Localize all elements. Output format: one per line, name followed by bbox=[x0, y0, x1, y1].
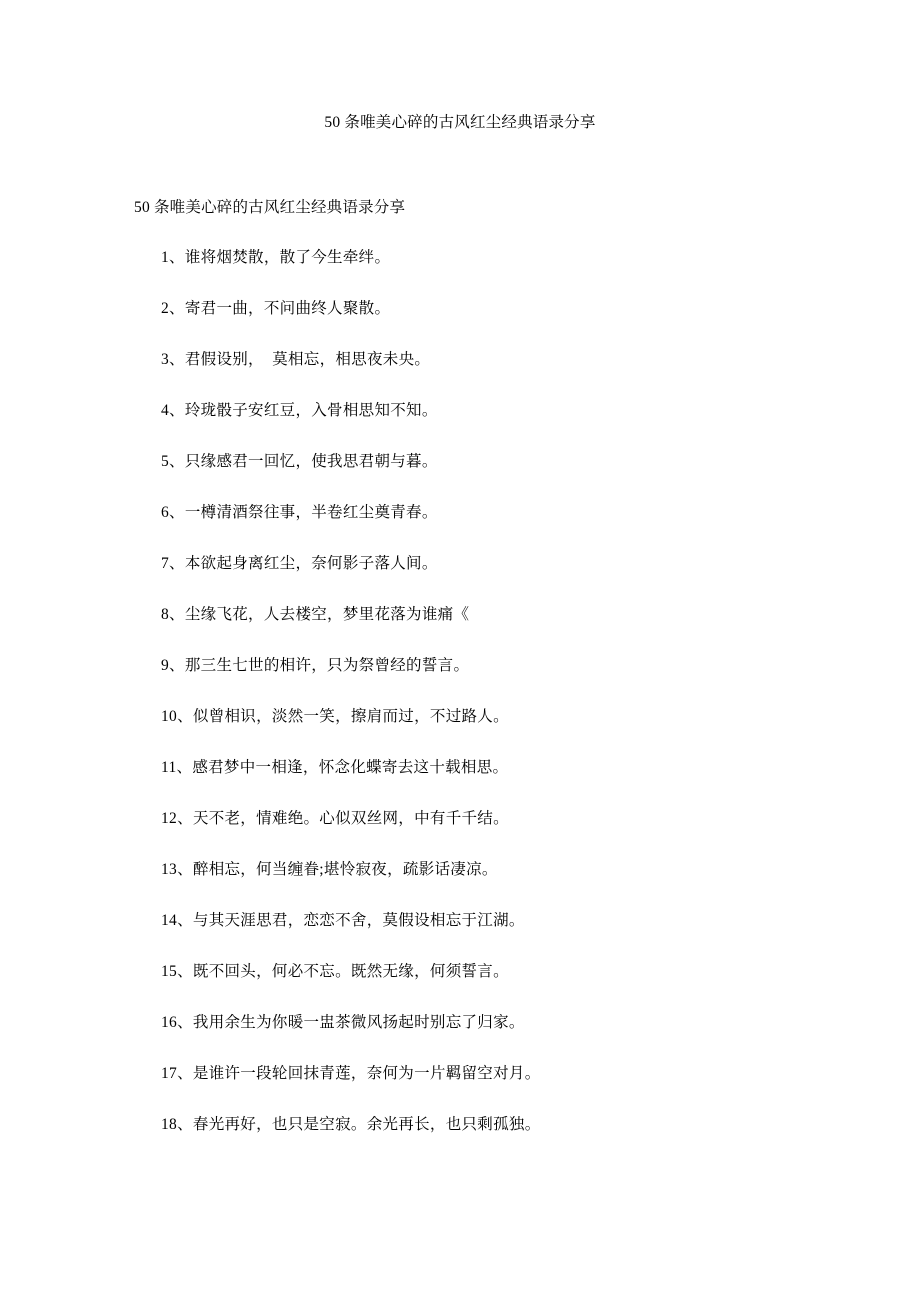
list-item: 9、那三生七世的相许，只为祭曾经的誓言。 bbox=[161, 657, 470, 674]
list-item: 12、天不老，情难绝。心似双丝网，中有千千结。 bbox=[161, 810, 509, 827]
list-item: 8、尘缘飞花，人去楼空，梦里花落为谁痛《 bbox=[161, 606, 470, 623]
list-item: 4、玲珑骰子安红豆，入骨相思知不知。 bbox=[161, 402, 438, 419]
list-item: 2、寄君一曲，不问曲终人聚散。 bbox=[161, 300, 391, 317]
quote-list bbox=[134, 246, 834, 1137]
list-item: 6、一樽清酒祭往事，半卷红尘奠青春。 bbox=[161, 504, 438, 521]
list-item: 14、与其天涯思君，恋恋不舍，莫假设相忘于江湖。 bbox=[161, 912, 525, 929]
list-item: 11、感君梦中一相逢，怀念化蝶寄去这十载相思。 bbox=[161, 759, 509, 776]
list-item: 10、似曾相识，淡然一笑，擦肩而过，不过路人。 bbox=[161, 708, 509, 725]
list-item: 15、既不回头，何必不忘。既然无缘，何须誓言。 bbox=[161, 963, 509, 980]
body-heading: 50 条唯美心碎的古风红尘经典语录分享 bbox=[134, 199, 406, 216]
list-item: 5、只缘感君一回忆，使我思君朝与暮。 bbox=[161, 453, 438, 470]
list-item: 13、醉相忘，何当缠眷;堪怜寂夜，疏影话凄凉。 bbox=[161, 861, 498, 878]
list-item: 16、我用余生为你暖一盅茶微风扬起时别忘了归家。 bbox=[161, 1014, 525, 1031]
list-item: 17、是谁许一段轮回抹青莲，奈何为一片羁留空对月。 bbox=[161, 1065, 541, 1082]
list-item: 18、春光再好，也只是空寂。余光再长，也只剩孤独。 bbox=[161, 1116, 541, 1133]
list-item: 3、君假设别， 莫相忘，相思夜未央。 bbox=[161, 351, 431, 368]
list-item: 7、本欲起身离红尘，奈何影子落人间。 bbox=[161, 555, 438, 572]
page-title: 50 条唯美心碎的古风红尘经典语录分享 bbox=[324, 114, 596, 131]
document-body bbox=[134, 196, 834, 1164]
list-item: 1、谁将烟焚散，散了今生牵绊。 bbox=[161, 249, 391, 266]
